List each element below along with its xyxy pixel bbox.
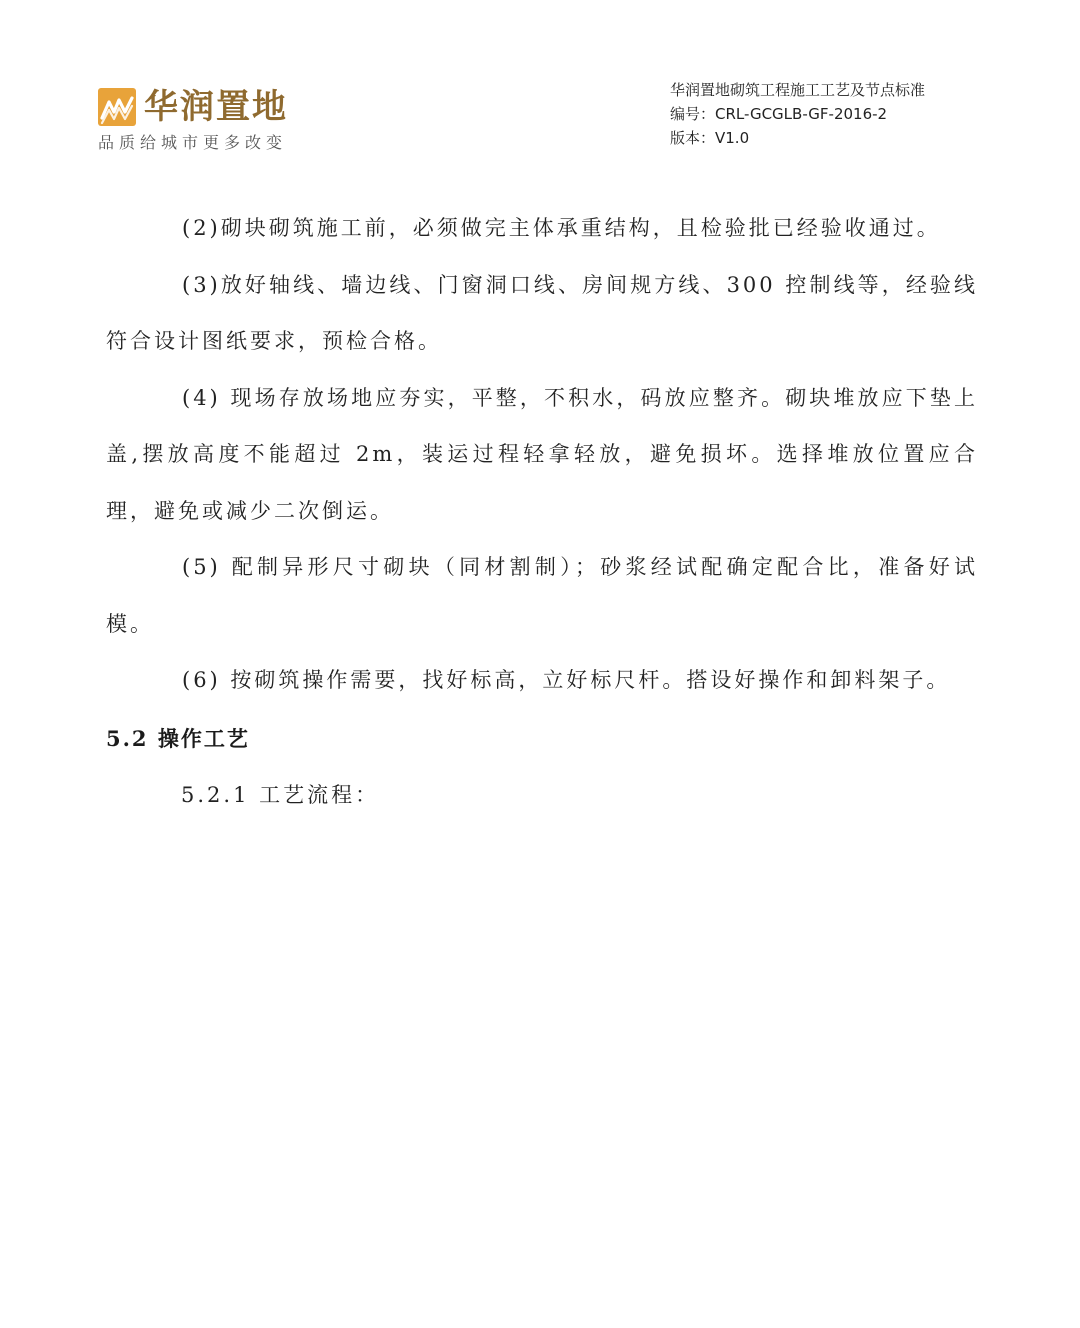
paragraph-item-5: (5) 配制异形尺寸砌块（同材割制）；砂浆经试配确定配合比，准备好试模。 bbox=[106, 555, 978, 636]
document-header-info bbox=[670, 78, 1050, 150]
paragraph-item-3: (3)放好轴线、墙边线、门窗洞口线、房间规方线、300 控制线等，经验线符合设计图纸要求，预检合格。 bbox=[106, 272, 978, 353]
paragraph-item-4: (4) 现场存放场地应夯实，平整，不积水，码放应整齐。砌块堆放应下垫上盖,摆放高度不能超过 2m，装运过程轻拿轻放，避免损坏。选择堆放位置应合理，避免或减少二次倒运。 bbox=[106, 385, 978, 523]
subsection-title: 5.2.1 工艺流程： bbox=[181, 782, 380, 807]
paragraph-item-6: (6) 按砌筑操作需要，找好标高，立好标尺杆。搭设好操作和卸料架子。 bbox=[182, 668, 951, 692]
logo-slogan: 品质给城市更多改变 bbox=[98, 133, 288, 152]
paragraph-item-2: (2)砌块砌筑施工前，必须做完主体承重结构，且检验批已经验收通过。 bbox=[182, 216, 941, 240]
document-title: 华润置地砌筑工程施工工艺及节点标准 bbox=[670, 81, 926, 99]
document-body bbox=[106, 200, 978, 818]
section-heading: 5.2 操作工艺 bbox=[106, 725, 250, 751]
mountain-waves-logo-icon bbox=[98, 88, 136, 126]
document-number: 编号：CRL-GCGLB-GF-2016-2 bbox=[670, 105, 888, 123]
company-logo bbox=[98, 86, 328, 156]
document-version: 版本：V1.0 bbox=[670, 129, 750, 147]
logo-company-name: 华润置地 bbox=[144, 87, 288, 127]
